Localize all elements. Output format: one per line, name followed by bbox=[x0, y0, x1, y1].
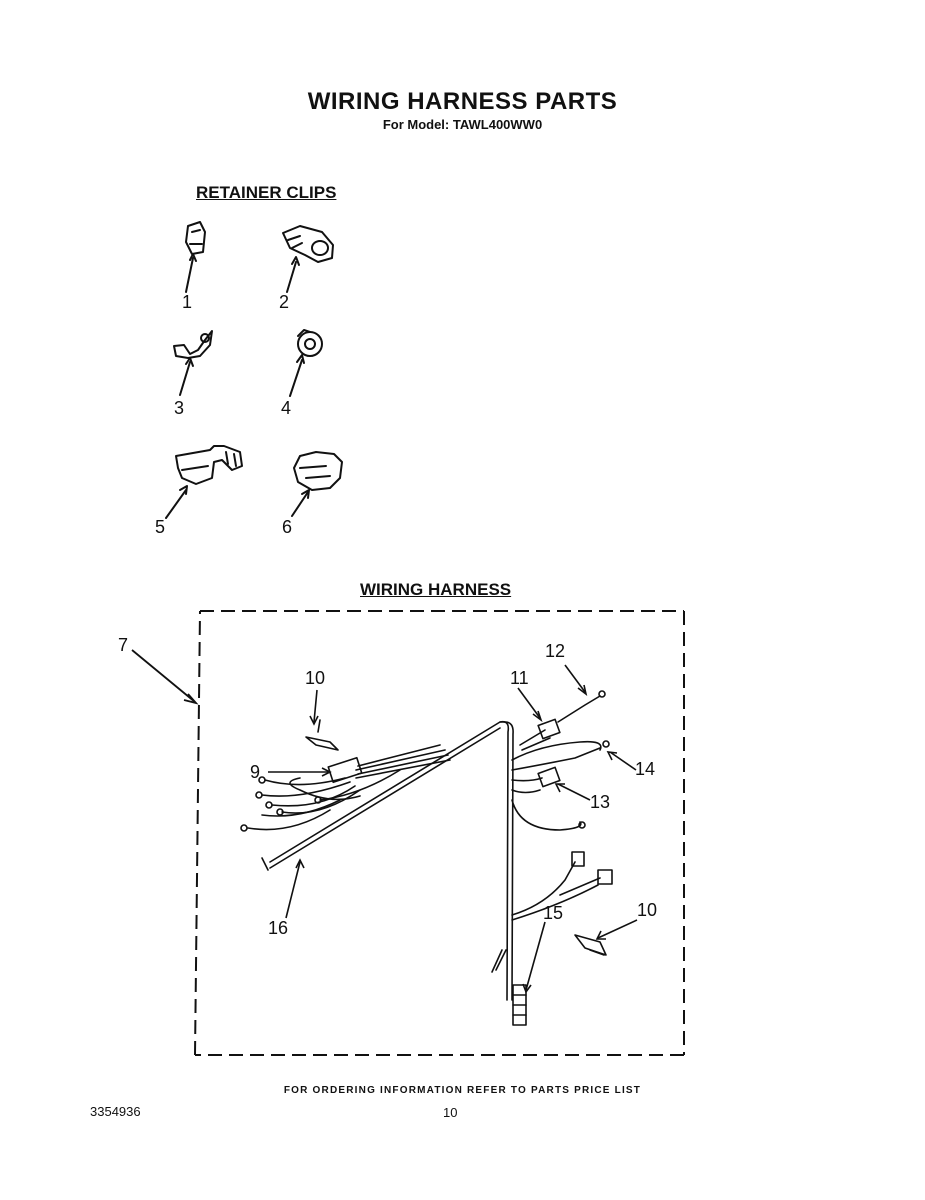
document-number: 3354936 bbox=[90, 1104, 141, 1119]
retainer-clip-3-drawing bbox=[174, 331, 212, 395]
callout-11: 11 bbox=[510, 668, 529, 688]
callout-16: 16 bbox=[268, 918, 289, 938]
callout-13: 13 bbox=[590, 792, 611, 812]
clip-label-3: 3 bbox=[174, 398, 185, 418]
retainer-clips-heading: RETAINER CLIPS bbox=[196, 183, 337, 202]
clip-label-4: 4 bbox=[281, 398, 292, 418]
callout-12: 12 bbox=[545, 641, 566, 661]
clip-label-1: 1 bbox=[182, 292, 193, 312]
callout-14: 14 bbox=[635, 759, 656, 779]
ordering-note: FOR ORDERING INFORMATION REFER TO PARTS PRICE LIST bbox=[283, 1085, 642, 1096]
callout-10-top: 10 bbox=[305, 668, 326, 688]
model-subtitle: For Model: TAWL400WW0 bbox=[382, 117, 543, 132]
wiring-harness-heading: WIRING HARNESS bbox=[360, 580, 512, 599]
retainer-clip-6-drawing bbox=[292, 452, 342, 516]
page-number: 10 bbox=[443, 1105, 458, 1120]
retainer-clip-1-drawing bbox=[186, 222, 205, 292]
retainer-clip-2-drawing bbox=[283, 226, 333, 292]
retainer-clip-4-drawing bbox=[290, 330, 322, 396]
callout-9: 9 bbox=[250, 762, 261, 782]
clip-label-2: 2 bbox=[279, 292, 290, 312]
callout-10-right: 10 bbox=[637, 900, 658, 920]
harness-drawing bbox=[241, 691, 612, 1025]
clip-label-5: 5 bbox=[155, 517, 166, 537]
harness-frame bbox=[195, 611, 684, 1055]
page-title: WIRING HARNESS PARTS bbox=[307, 88, 618, 115]
retainer-clip-5-drawing bbox=[166, 446, 242, 518]
harness-assembly-label: 7 bbox=[118, 635, 129, 655]
clip-label-6: 6 bbox=[282, 517, 293, 537]
callout-15: 15 bbox=[543, 903, 564, 923]
